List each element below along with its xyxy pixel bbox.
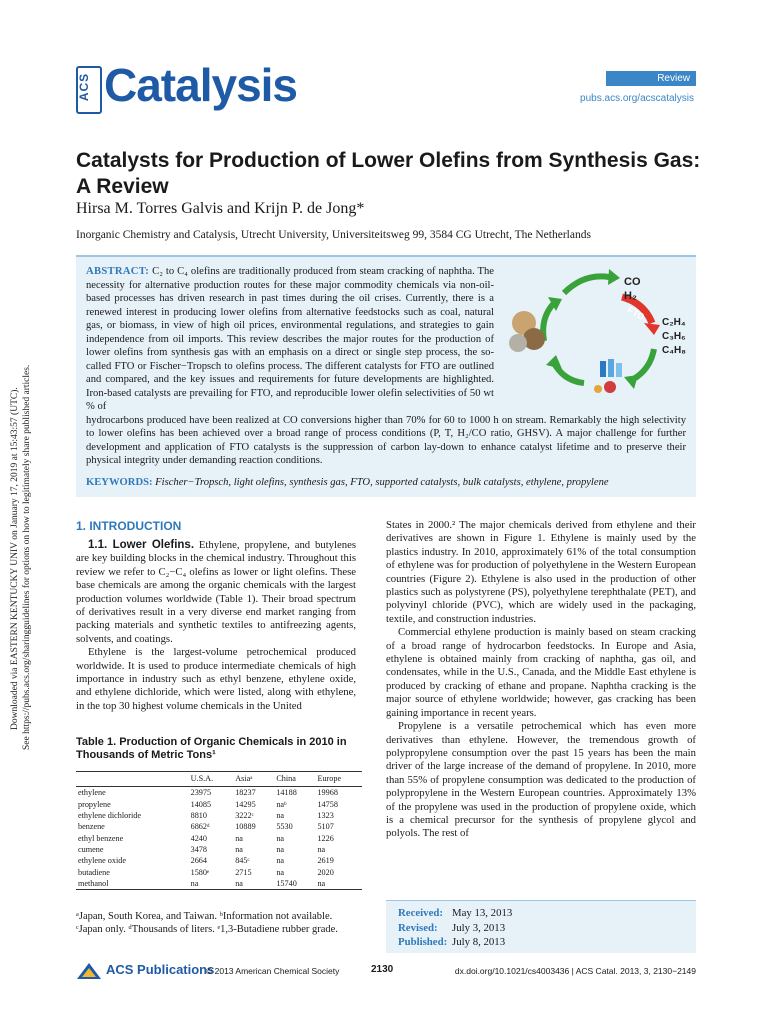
table-row: ethylene 23975 18237 14188 19968 — [78, 788, 338, 798]
download-notice-line1: Downloaded via EASTERN KENTUCKY UNIV on January 17, 2019 at 15:43:57 (UTC). — [10, 387, 20, 730]
keywords — [86, 477, 686, 488]
publisher-name: ACS Publications — [106, 962, 215, 977]
table-row: ethyl benzene 4240 na na 1226 — [78, 833, 334, 843]
table-row: propylene 14085 14295 naᵇ 14758 — [78, 799, 338, 809]
journal-url-link[interactable]: pubs.acs.org/acscatalysis — [580, 93, 694, 104]
paragraph: States in 2000.² The major chemicals derived from ethylene and their derivatives are shown in Figure 1. Ethylene is mainly used by the plastics industry. In 2010, approximately 61% of the total consumption of ethylene was for production of polyethylene in the Western European countries (Figure 2). Ethylene is also used in the production of other plastics such as polystyrene (PS), polyethylene terephthalate (PET), and polyvinyl chloride (PVC), which are widely used in the packaging, textile, and construction industries. — [386, 519, 696, 625]
table-caption: Table 1. Production of Organic Chemicals in 2010 in Thousands of Metric Tons¹ — [76, 736, 347, 761]
logo-word: Catalysis — [104, 59, 298, 111]
graphic-co-label: CO — [624, 276, 641, 288]
paragraph: 1.1. Lower Olefins. Ethylene, propylene, and butylenes are key building blocks in the chemical industry. Throughout this review we refer to C₂−C₄ olefins as lower or light olefins. These base chemicals are among the organic chemicals with the largest production volumes worldwide (Table 1). Their broad spectrum of derivatives result in a very diverse end market ranging from packing materials and synthetic textiles to antifreezing agents, solvents, and coatings. — [76, 539, 356, 645]
abstract-body-narrow: C₂ to C₄ olefins are traditionally produced from steam cracking of naphtha. The necessity for alternative production routes for these major commodity chemicals via non-oil-based processes has driven research in past times during the oil crises. Currently, there is a renewed interest in producing lower olefins from alternative feedstocks such as coal, natural gas, or biomass, in view of high oil prices, environmental regulations, and strategies to gain independence from oil imports. This review describes the major routes for the production of lower olefins from synthesis gas with an emphasis on a direct or single step process, the so-called FTO or Fischer−Tropsch to olefins process. The different catalysts for FTO are outlined and compared, and the key issues and requirements for future developments are highlighted. Iron-based catalysts are prevailing for FTO, and reproducible lower olefin selectivities of 50 wt % of — [86, 266, 494, 412]
paragraph: Propylene is a versatile petrochemical which has even more derivatives than ethylene. However, the tremendous growth of polypropylene consumption over the past 15 years has been the main driver of the large increase of the demand of propylene. In 2010, more than 55% of propylene consumption was dedicated to the production of polypropylene in the Western European countries. Approximately 13% of the propylene was used in the production of propylene oxide, which is a chemical precursor for the synthesis of propylene glycol and polyols. The rest of — [386, 720, 696, 840]
download-notice-line2: See https://pubs.acs.org/sharingguidelines for options on how to legitimately share published articles. — [22, 364, 32, 750]
abstract-box — [76, 255, 696, 497]
table-header-row: U.S.A. Asiaᵃ China Europe — [76, 772, 362, 787]
article-title: Catalysts for Production of Lower Olefins from Synthesis Gas: A Review — [76, 149, 701, 198]
table-row: ethylene oxide 2664 845ᶜ na 2619 — [78, 856, 334, 866]
subsection-heading: 1.1. Lower Olefins. — [88, 539, 195, 551]
received-date: Received: May 13, 2013 — [398, 907, 513, 919]
download-notice — [4, 330, 44, 750]
section-heading-introduction: 1. INTRODUCTION — [76, 519, 182, 533]
paragraph: Commercial ethylene production is mainly based on steam cracking of a broad range of hydrocarbon feedstocks. In Europe and Asia, ethylene is obtained mainly from cracking of naphtha, gas oil, and condensates, while in the U.S., Canada, and the Middle East ethylene is produced by cracking of ethane and propane. Naphtha cracking is the major source of ethylene worldwide; however, gas cracking has been gaining importance in recent years. — [386, 626, 696, 719]
affiliation: Inorganic Chemistry and Catalysis, Utrecht University, Universiteitsweg 99, 3584 CG Utrecht, The Netherlands — [76, 229, 591, 241]
published-date: Published: July 8, 2013 — [398, 936, 506, 948]
graphic-c4h8-label: C₄H₈ — [662, 345, 686, 356]
right-column — [386, 519, 696, 841]
graphic-c2h4-label: C₂H₄ — [662, 317, 686, 328]
data-table — [76, 771, 362, 890]
keywords-list: Fischer−Tropsch, light olefins, synthesis gas, FTO, supported catalysts, bulk catalysts, ethylene, propylene — [155, 477, 609, 488]
page-footer — [76, 962, 696, 982]
logo-prefix: ACS — [77, 72, 92, 102]
page-number: 2130 — [371, 964, 394, 975]
article-history-box — [386, 900, 696, 953]
table-row: benzene 6862ᵈ 10889 5530 5107 — [78, 822, 334, 832]
author-list: Hirsa M. Torres Galvis and Krijn P. de Jong* — [76, 200, 365, 217]
acs-publications-icon — [76, 962, 102, 980]
graphic-h2-label: H₂ — [624, 290, 637, 302]
table-row: cumene 3478 na na na — [78, 845, 326, 855]
paragraph: Ethylene is the largest-volume petrochemical produced worldwide. It is used to produce intermediate chemicals of high importance in industry such as ethyl benzene, ethylene oxide, and ethylene dichloride, which were listed, along with ethylene, in the top 30 highest volume chemicals in the United — [76, 646, 356, 712]
copyright: © 2013 American Chemical Society — [206, 966, 340, 976]
abstract-body-wide: hydrocarbons produced have been realized at CO conversions higher than 70% for 60 to 1000 h on stream. Remarkably the high selectivity to lower olefins has been achieved over a broad range of process conditions (P, T, H₂/CO ratio, GHSV). A major challenge for further development and application of FTO catalysts is the suppression of carbon lay-down to enhance catalyst lifetime and to preserve their physical integrity under demanding reaction conditions. — [86, 414, 686, 466]
graphic-c3h6-label: C₃H₆ — [662, 331, 686, 342]
abstract-label: ABSTRACT: — [86, 266, 150, 277]
graphic-fto-label: FTO — [625, 304, 647, 323]
revised-date: Revised: July 3, 2013 — [398, 922, 506, 934]
table-row: butadiene 1580ᵉ 2715 na 2020 — [78, 867, 334, 877]
journal-logo — [76, 59, 298, 118]
doi-link[interactable]: dx.doi.org/10.1021/cs4003436 | ACS Catal. 2013, 3, 2130−2149 — [454, 966, 696, 976]
toc-graphic — [504, 263, 688, 403]
left-column — [76, 539, 356, 713]
keywords-label: KEYWORDS: — [86, 477, 153, 488]
article-type-badge: Review — [606, 71, 696, 86]
table-footnotes: ᵃJapan, South Korea, and Taiwan. ᵇInformation not available. ᶜJapan only. ᵈThousands of liters. ᵉ1,3-Butadiene rubber grade. — [76, 911, 338, 935]
table-row: methanol na na 15740 na — [76, 878, 362, 890]
table-row: ethylene dichloride 8810 3222ᶜ na 1323 — [78, 810, 334, 820]
